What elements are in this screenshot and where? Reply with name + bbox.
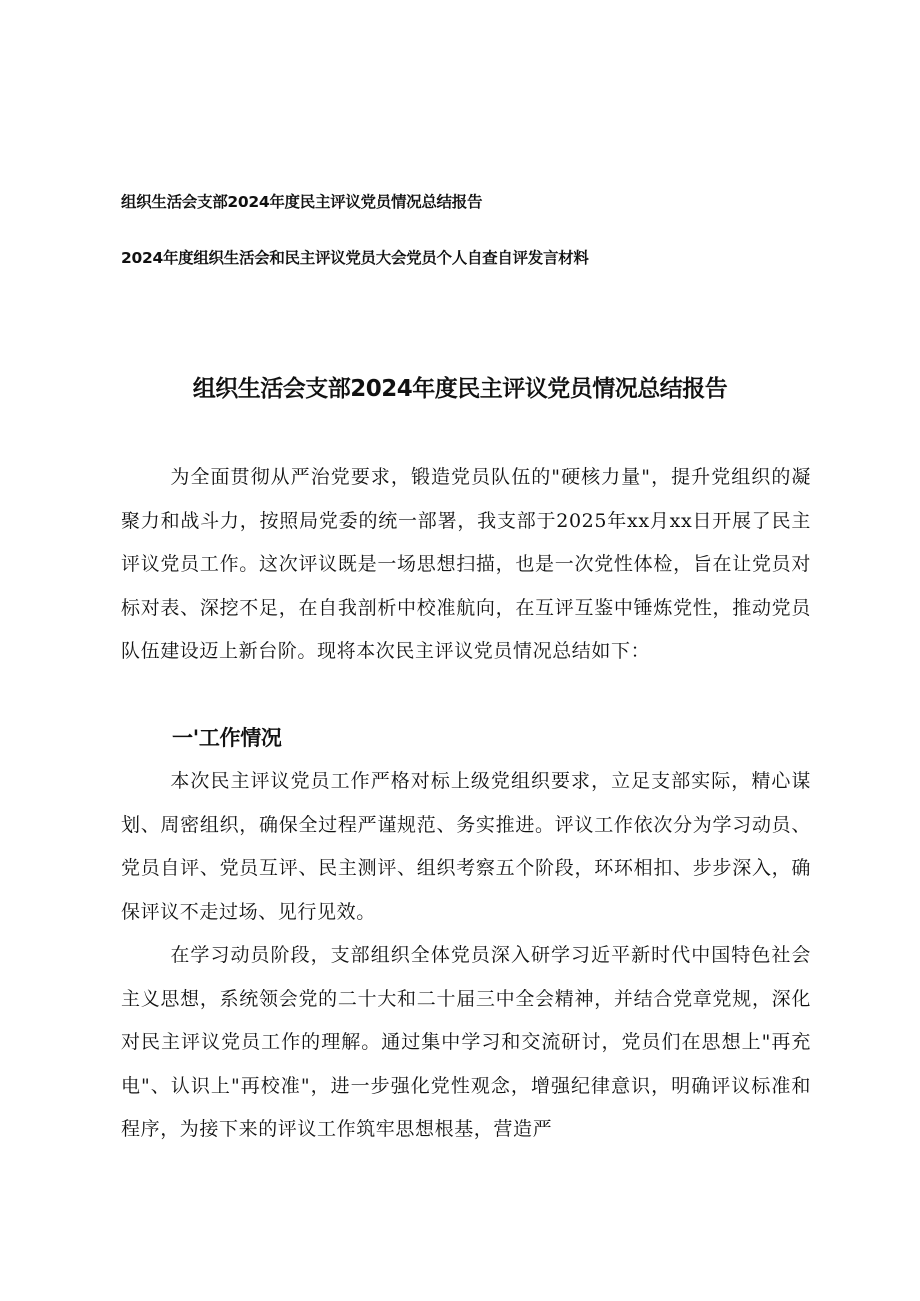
paragraph-work-overview: 本次民主评议党员工作严格对标上级党组织要求，立足支部实际，精心谋划、周密组织，确保全过程严谨规范、务实推进。评议工作依次分为学习动员、党员自评、党员互评、民主测评、组织考察五个阶段，环环相扣、步步深入，确保评议不走过场、见行见效。 (121, 770, 811, 923)
paragraph-introduction: 为全面贯彻从严治党要求，锻造党员队伍的"硬核力量"，提升党组织的凝聚力和战斗力，按照局党委的统一部署，我支部于2025年xx月xx日开展了民主评议党员工作。这次评议既是一场思想扫描，也是一次党性体检，旨在让党员对标对表、深挖不足，在自我剖析中校准航向，在互评互鉴中锤炼党性，推动党员队伍建设迈上新台阶。现将本次民主评议党员情况总结如下： (121, 466, 811, 662)
paragraph-study-mobilization: 在学习动员阶段，支部组织全体党员深入研学习近平新时代中国特色社会主义思想，系统领会党的二十大和二十届三中全会精神，并结合党章党规，深化对民主评议党员工作的理解。通过集中学习和交流研讨，党员们在思想上"再充电"、认识上"再校准"，进一步强化党性观念，增强纪律意识，明确评议标准和程序，为接下来的评议工作筑牢思想根基，营造严 (121, 944, 811, 1140)
toc-entry-summary-report: 组织生活会支部2024年度民主评议党员情况总结报告 (121, 193, 483, 211)
document-title: 组织生活会支部2024年度民主评议党员情况总结报告 (192, 376, 728, 402)
toc-entry-self-evaluation-speech: 2024年度组织生活会和民主评议党员大会党员个人自查自评发言材料 (121, 249, 589, 267)
section-heading-work-situation: 一'工作情况 (172, 726, 282, 750)
